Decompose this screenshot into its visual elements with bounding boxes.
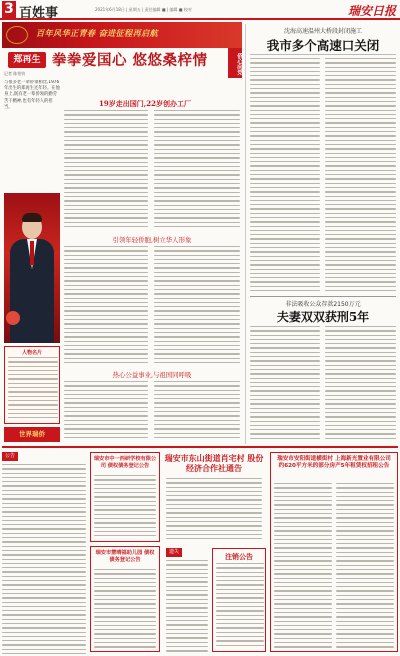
feature-body-col4 (154, 246, 240, 366)
lease-notice-col1 (274, 483, 332, 649)
person-card (4, 346, 60, 424)
series-tag: 郑再生 (8, 52, 46, 68)
right-top-col2 (325, 58, 396, 293)
right-mid-kicker: 非法吸收公众存款2150万元 (285, 301, 361, 308)
notice-ad-2-title: 瑞安市慧晴福助儿园 债权债务登记公告 (95, 550, 155, 563)
lease-notice (270, 452, 398, 652)
portrait-flower (6, 311, 20, 325)
column-divider (245, 24, 246, 444)
feature-body-col3 (64, 246, 148, 366)
feature-intro-text: 与很多老一辈侨领相比,1976年出生的郑再生还年轻。在他身上,既有老一辈侨领的勤劳苦干精神,也有年轻人的担当。 (4, 80, 60, 110)
center-notice-title: 瑞安市东山街道肖宅村 股份经济合作社通告 (164, 454, 264, 473)
column-tag: 侨心向党 (228, 48, 242, 78)
classifieds-tab: 公告 (2, 452, 18, 461)
notices-top-rule (2, 446, 398, 448)
center-notice-text (166, 478, 262, 540)
portrait-photo (4, 193, 60, 343)
lease-notice-title: 瑞安市安阳街道横街村 上海新光置业有限公司 约620平方米的部分房产5年租赁权招租公告 (277, 456, 391, 470)
right-top-kicker: 沈海高速温州大桥段封闭施工 (283, 28, 362, 35)
center-notice (164, 452, 264, 542)
banner-slogan: 百年风华正青春 奋进征程再启航 (36, 28, 158, 38)
person-card-text (8, 357, 58, 421)
banner-decoration (6, 26, 28, 44)
feature-headline: 拳拳爱国心 悠悠桑梓情 (52, 52, 208, 69)
feature-banner (2, 22, 242, 48)
cancellation-notice (212, 548, 266, 652)
feature-body-col5 (64, 381, 148, 441)
right-mid-col1 (250, 326, 320, 441)
cancellation-notice-title: 注销公告 (225, 553, 253, 561)
world-ruian-badge: 世界瑞侨 (4, 427, 60, 442)
feature-body-col2 (154, 110, 240, 230)
cancellation-notice-text (216, 563, 264, 649)
page-number-badge: 3 (2, 1, 16, 18)
feature-body-col1 (64, 110, 148, 230)
person-card-title: 人物名片 (21, 350, 42, 356)
feature-body-col6 (154, 381, 240, 441)
section-heading-1: 引领年轻侨胞,树立华人形象 (112, 236, 192, 244)
notice-ad-1-text (94, 475, 156, 539)
right-top-col1 (250, 58, 320, 293)
portrait-tie (30, 241, 34, 265)
masthead (0, 0, 400, 20)
notice-ad-1 (90, 452, 160, 542)
classifieds-text (2, 464, 86, 654)
portrait-hair (22, 213, 42, 222)
right-top-headline: 我市多个高速口关闭 (266, 38, 380, 53)
right-top-rule (250, 54, 396, 55)
right-mid-rule (250, 296, 396, 297)
masthead-meta: 2021年6月18日 | 星期五 | 责任编辑 ■ | 编辑 ■ 校对 (95, 7, 192, 12)
feature-byline: 记者 陈怡钧 (4, 71, 26, 76)
feature-subline: 19岁走出国门,22岁创办工厂 (99, 99, 191, 108)
newspaper-logo: 瑞安日报 (347, 4, 396, 18)
section-title: 百姓事 (19, 6, 59, 21)
notice-ad-2-text (94, 569, 156, 649)
notice-ad-1-title: 瑞安市中一西研学校有限公司 债权债务登记公告 (93, 456, 157, 469)
notice-ad-2 (90, 546, 160, 652)
lease-notice-col2 (336, 483, 394, 649)
center-lost-tab: 遗失 (166, 548, 182, 557)
center-lost-text (166, 560, 208, 652)
right-mid-col2 (325, 326, 396, 441)
section-heading-2: 热心公益事业,与祖国同呼吸 (112, 371, 192, 379)
right-mid-headline: 夫妻双双获刑5年 (276, 310, 370, 324)
